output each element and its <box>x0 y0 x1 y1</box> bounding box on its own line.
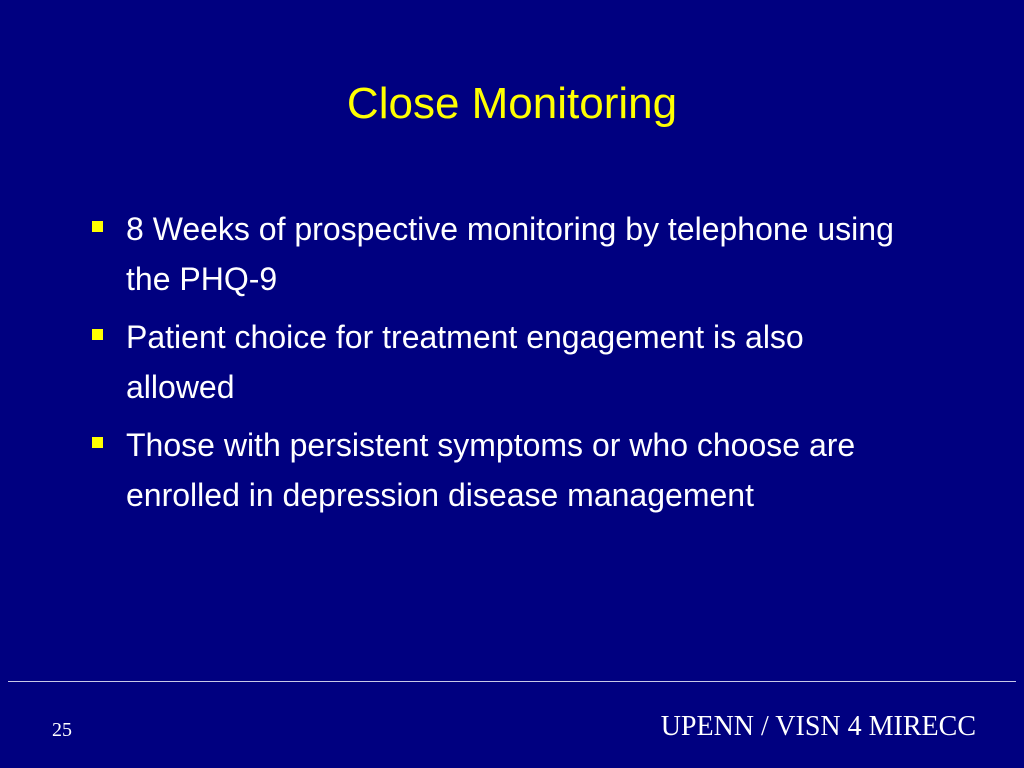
footer-divider <box>8 681 1016 682</box>
bullet-list <box>88 204 908 528</box>
square-bullet-icon <box>92 437 103 448</box>
bullet-text: Those with persistent symptoms or who choose are enrolled in depression disease management <box>126 427 856 513</box>
slide-number: 25 <box>52 719 72 741</box>
footer-organization: UPENN / VISN 4 MIRECC <box>660 711 976 742</box>
square-bullet-icon <box>92 329 103 340</box>
slide-title: Close Monitoring <box>346 79 678 128</box>
bullet-text: Patient choice for treatment engagement is also allowed <box>126 319 804 405</box>
square-bullet-icon <box>92 221 103 232</box>
bullet-item <box>88 420 908 520</box>
bullet-text: 8 Weeks of prospective monitoring by telephone using the PHQ-9 <box>126 211 894 297</box>
bullet-item <box>88 312 908 412</box>
bullet-item <box>88 204 908 304</box>
